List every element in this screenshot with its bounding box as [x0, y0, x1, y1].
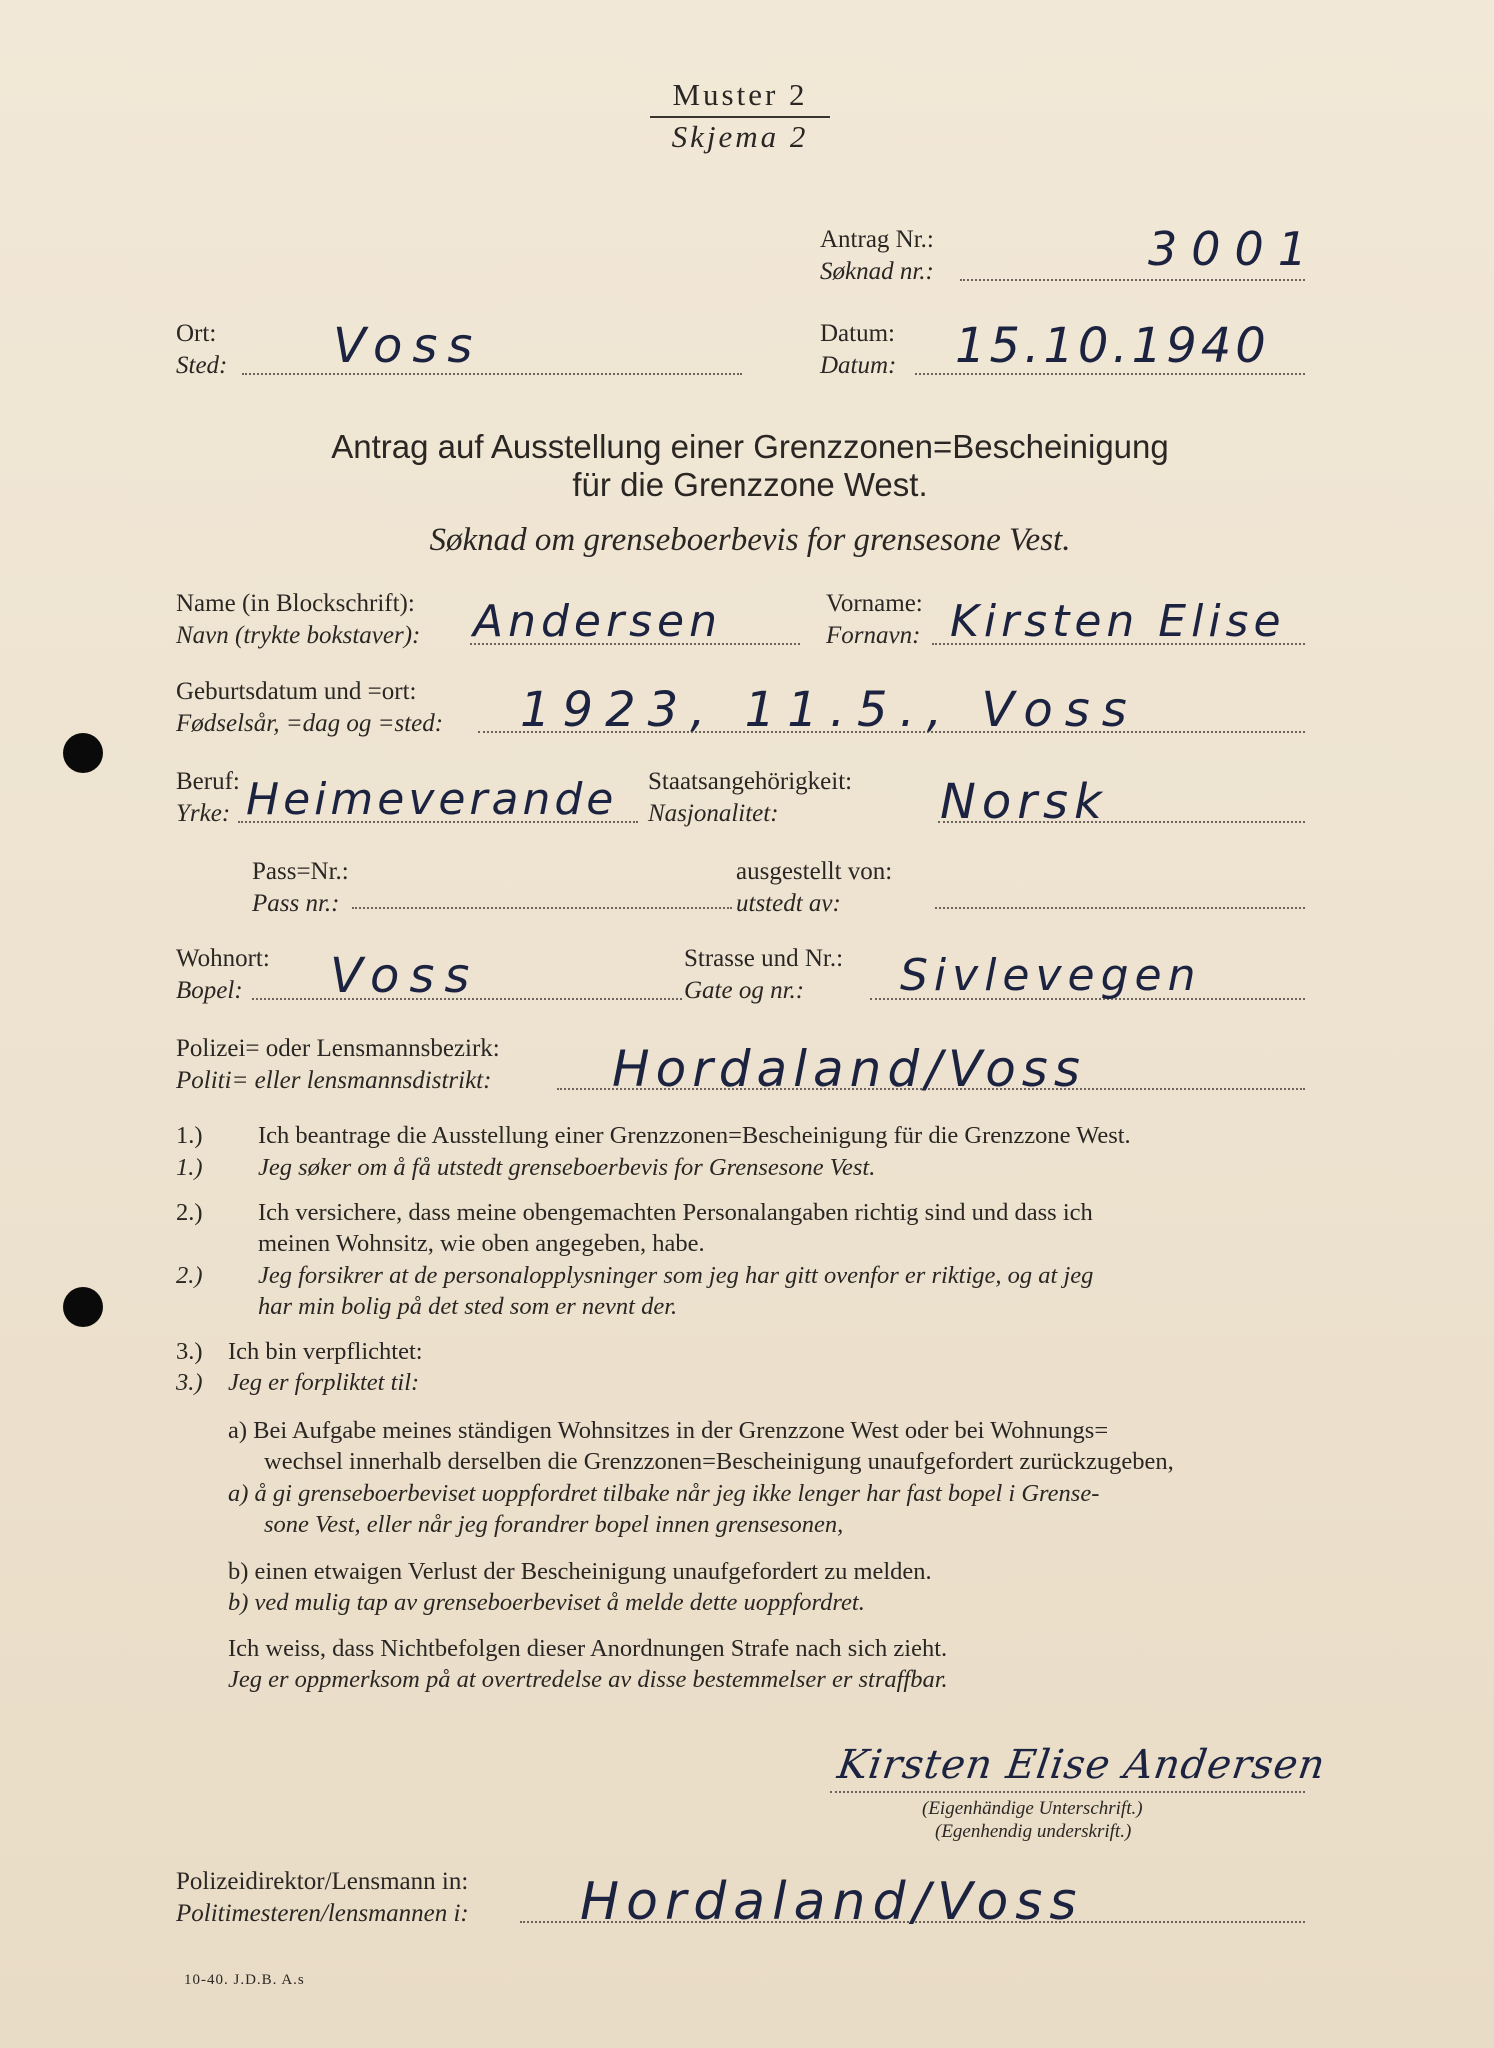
declaration-3-no: Jeg er forpliktet til: [228, 1369, 420, 1396]
issued-by-label-no: utstedt av: [736, 890, 841, 917]
police-district-label-no: Politi= eller lensmannsdistrikt: [176, 1067, 492, 1094]
declaration-3-number-de: 3.) [176, 1338, 203, 1365]
occupation-label-no: Yrke: [176, 800, 231, 827]
surname-label-no: Navn (trykte bokstaver): [176, 622, 421, 649]
first-name-label-de: Vorname: [826, 590, 923, 617]
signature-value: Kirsten Elise Andersen [834, 1742, 1329, 1788]
form-number-header [600, 76, 880, 156]
title-de-line1: Antrag auf Ausstellung einer Grenzzonen=Bescheinigung [331, 428, 1169, 465]
obligation-b-de: b) einen etwaigen Verlust der Bescheinigung unaufgefordert zu melden. [228, 1558, 932, 1585]
form-number-no: Skjema 2 [671, 119, 809, 154]
nationality-label-no: Nasjonalitet: [648, 800, 779, 827]
punch-hole-top [63, 733, 103, 773]
declaration-1-no: Jeg søker om å få utstedt grenseboerbevis for Grensesone Vest. [258, 1154, 876, 1181]
obligation-a-de-line1: a) Bei Aufgabe meines ständigen Wohnsitzes in der Grenzzone West oder bei Wohnungs= [228, 1417, 1109, 1444]
declaration-3-de: Ich bin verpflichtet: [228, 1338, 423, 1365]
declaration-2-de-line2: meinen Wohnsitz, wie oben angegeben, habe. [258, 1230, 705, 1257]
street-label-no: Gate og nr.: [684, 977, 805, 1004]
birth-value: 1923, 11.5., Voss [520, 682, 1139, 738]
police-district-label-de: Polizei= oder Lensmannsbezirk: [176, 1035, 500, 1062]
declaration-1-de: Ich beantrage die Ausstellung einer Grenzzonen=Bescheinigung für die Grenzzone West. [258, 1122, 1131, 1149]
date-label-no: Datum: [820, 352, 897, 379]
declaration-1-number-no: 1.) [176, 1154, 203, 1181]
form-number-de: Muster 2 [672, 77, 808, 112]
issued-by-label-de: ausgestellt von: [736, 858, 893, 885]
printer-mark: 10-40. J.D.B. A.s [184, 1972, 305, 1988]
application-no-label-no: Søknad nr.: [820, 258, 934, 285]
application-no-label-de: Antrag Nr.: [820, 226, 934, 253]
penalty-notice-no: Jeg er oppmerksom på at overtredelse av disse bestemmelser er straffbar. [228, 1666, 948, 1693]
penalty-notice-de: Ich weiss, dass Nichtbefolgen dieser Anordnungen Strafe nach sich zieht. [228, 1635, 948, 1662]
authority-label-no: Politimesteren/lensmannen i: [176, 1900, 469, 1927]
surname-value: Andersen [473, 596, 722, 647]
obligation-b-no: b) ved mulig tap av grenseboerbeviset å melde dette uoppfordret. [228, 1589, 865, 1616]
place-label-no: Sted: [176, 352, 228, 379]
signature-label-no: (Egenhendig underskrift.) [935, 1821, 1132, 1842]
declaration-2-number-no: 2.) [176, 1262, 203, 1289]
authority-value: Hordaland/Voss [580, 1872, 1084, 1932]
punch-hole-bottom [63, 1287, 103, 1327]
declaration-1-number-de: 1.) [176, 1122, 203, 1149]
birth-label-no: Fødselsår, =dag og =sted: [176, 710, 444, 737]
signature-line [830, 1791, 1305, 1793]
declaration-2-de-line1: Ich versichere, dass meine obengemachten Personalangaben richtig sind und dass ich [258, 1199, 1093, 1226]
passport-label-no: Pass nr.: [252, 890, 340, 917]
place-label-de: Ort: [176, 320, 217, 347]
obligation-a-no-line1: a) å gi grenseboerbeviset uoppfordret tilbake når jeg ikke lenger har fast bopel i Grense- [228, 1480, 1100, 1507]
signature-label-de: (Eigenhändige Unterschrift.) [922, 1798, 1143, 1819]
application-no-value: 3001 [1148, 222, 1322, 276]
declaration-2-no-line2: har min bolig på det sted som er nevnt der. [258, 1293, 678, 1320]
declaration-2-no-line1: Jeg forsikrer at de personalopplysninger som jeg har gitt ovenfor er riktige, og at jeg [258, 1262, 1094, 1289]
police-district-value: Hordaland/Voss [612, 1040, 1086, 1098]
first-name-label-no: Fornavn: [826, 622, 921, 649]
residence-value: Voss [330, 948, 480, 1004]
nationality-value: Norsk [940, 774, 1108, 830]
nationality-label-de: Staatsangehörigkeit: [648, 768, 853, 795]
surname-label-de: Name (in Blockschrift): [176, 590, 415, 617]
title-no: Søknad om grenseboerbevis for grensesone Vest. [429, 522, 1071, 558]
date-value: 15.10.1940 [955, 318, 1270, 374]
place-value: Voss [333, 318, 483, 374]
obligation-a-no-line2: sone Vest, eller når jeg forandrer bopel innen grensesonen, [264, 1511, 844, 1538]
title-de-line2: für die Grenzzone West. [572, 466, 928, 503]
birth-label-de: Geburtsdatum und =ort: [176, 678, 417, 705]
passport-label-de: Pass=Nr.: [252, 858, 349, 885]
declaration-2-number-de: 2.) [176, 1199, 203, 1226]
date-label-de: Datum: [820, 320, 895, 347]
occupation-value: Heimeverande [246, 774, 618, 825]
occupation-label-de: Beruf: [176, 768, 240, 795]
residence-label-de: Wohnort: [176, 945, 270, 972]
street-label-de: Strasse und Nr.: [684, 945, 844, 972]
issued-by-line [935, 907, 1305, 909]
passport-line [352, 907, 732, 909]
first-name-value: Kirsten Elise [950, 596, 1286, 647]
authority-label-de: Polizeidirektor/Lensmann in: [176, 1868, 469, 1895]
street-value: Sivlevegen [900, 950, 1202, 1001]
obligation-a-de-line2: wechsel innerhalb derselben die Grenzzonen=Bescheinigung unaufgefordert zurückzugeben, [264, 1448, 1174, 1475]
place-line [242, 373, 742, 375]
residence-label-no: Bopel: [176, 977, 243, 1004]
application-no-line [960, 279, 1305, 281]
declaration-3-number-no: 3.) [176, 1369, 203, 1396]
